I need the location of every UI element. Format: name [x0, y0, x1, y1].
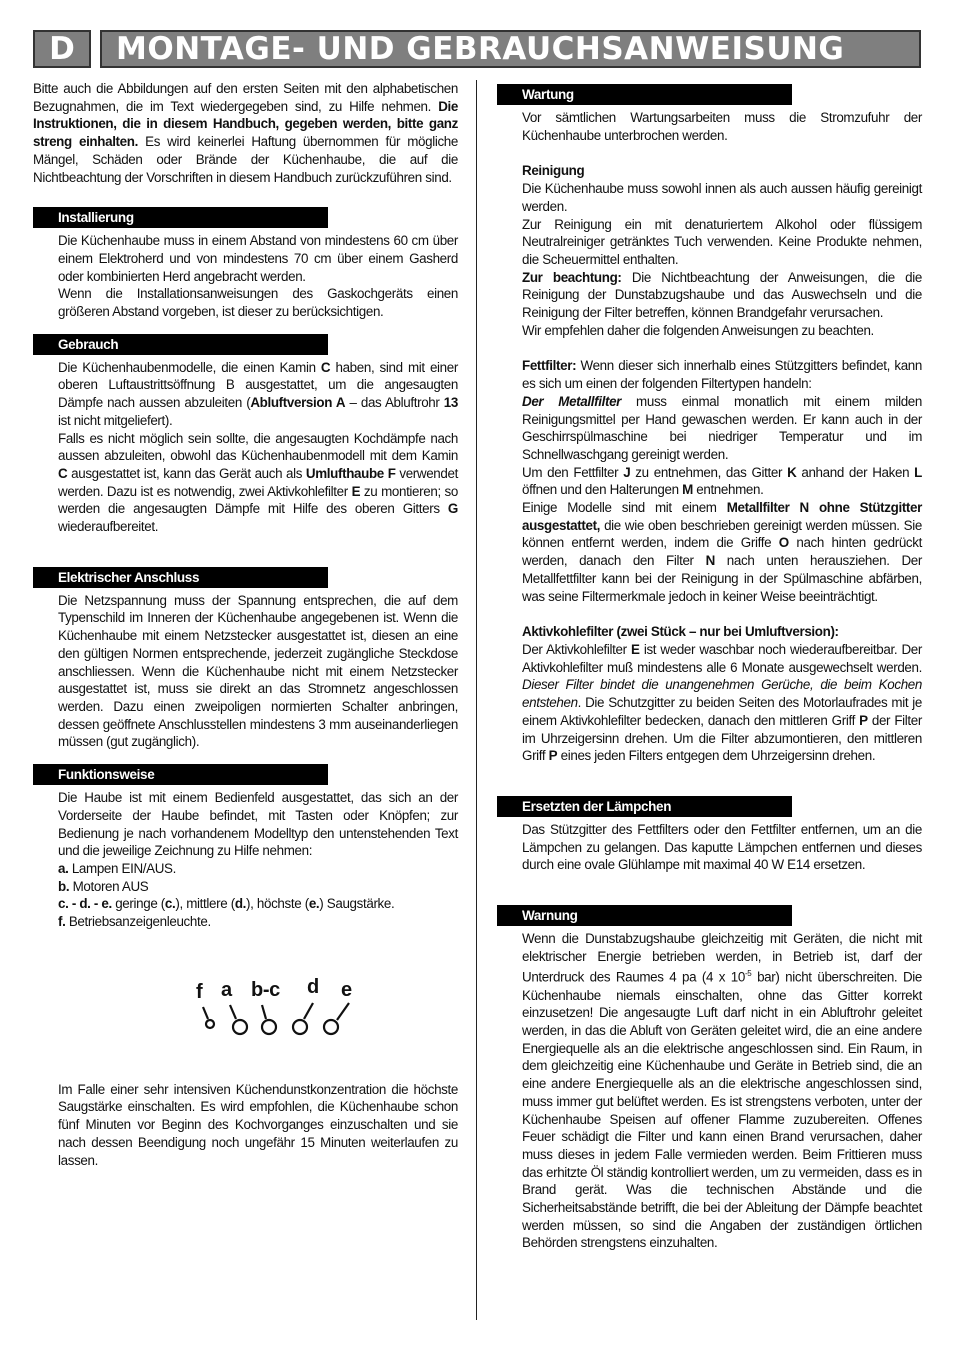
- warnung-p1: Wenn die Dunstabzugshaube gleichzeitig mit Geräten, die nicht mit elektrischer Energie betrieben werden, in Betrieb ist, darf der Unterdruck des Raumes 4 pa (4 x $10^{-5}$ bar) nicht überschreiten. Die Küchenhaube niemals einschalten, ohne das Gitter korrekt einzusetzen! Die angesaugte Luft darf nicht in ein Abluftrohr geleitet werden, in das die Abluft von Geräten geleitet wird, die an eine andere Energiequelle als an die elektrische angeschlossen sind. Ein Raum, in dem gleichzeitig eine Küchenhaube und Geräte in Betrieb sind, die an eine andere Energiequelle als an die elektrische angeschlossen sind, muss immer gut belüftet werden. Es ist strengstens verboten, unter der Küchenhaube Speisen auf offener Flamme zuzubereiten. Offenes Feuer schädigt die Filter und kann einen Brand verursachen, daher muss dieses in jedem Falle vermieden werden. Beim Frittieren muss das erhitzte Öl ständig kontrolliert werden, um zu vermeiden, dass es in Brand gerät. Was die technischen Abstände und die Sicherheitsabstände betrifft, die bei der Ableitung der Dämpfe beachtet werden müssen, so sind die Angaben der zuständigen örtlichen Behörden strengstens einzuhalten.: [522, 931, 923, 1251]
- section-warnung: Warnung: [497, 905, 792, 926]
- indicator-light-f-icon: [206, 1020, 214, 1028]
- reinigung-p3: Zur beachtung: Die Nichtbeachtung der Anweisungen, die die Reinigung der Dunstabzugshaube und das Auswechseln und die Reinigung der Filter betreffen, können Brandgefahr verursachen.: [522, 269, 922, 321]
- label-b-c: b-c: [251, 978, 280, 1001]
- language-code: D: [33, 30, 91, 68]
- funktion-item-b: b. Motoren AUS: [58, 878, 149, 894]
- reinigung-p4: Wir empfehlen daher die folgenden Anweisungen zu beachten.: [522, 322, 874, 338]
- label-f: f: [196, 980, 203, 1003]
- label-a: a: [221, 978, 232, 1001]
- button-e-icon: [324, 1020, 338, 1034]
- gebrauch-p1: Die Küchenhaubenmodelle, die einen Kamin C haben, sind mit einer oberen Luftaustrittsöffnung B ausgestattet, um die angesaugten Dämpfe nach aussen abzuleiten (Abluftversion A – das Abluftrohr 13 ist nicht mitgeliefert).: [58, 359, 458, 428]
- page-title: MONTAGE- UND GEBRAUCHSANWEISUNG: [100, 30, 921, 68]
- section-elektrischer-anschluss: Elektrischer Anschluss: [33, 567, 328, 588]
- control-panel-diagram: [58, 931, 458, 1081]
- intro-paragraph: Bitte auch die Abbildungen auf den ersten Seiten mit den alphabetischen Bezugnahmen, die im Text wiedergegeben sind, zu Hilfe nehmen. Die Instruktionen, die in diesem Handbuch, gegeben werden, bitte ganz streng einhalten. Es wird keinerlei Haftung übernommen für mögliche Mängel, Schäden oder Brände der Küchenhaube, die auf die Nichtbeachtung der Vorschriften in diesem Handbuch zurückzuführen sind.: [33, 81, 458, 185]
- pointer-d: [304, 1003, 313, 1019]
- pointer-a: [230, 1005, 236, 1019]
- section-installierung: Installierung: [33, 207, 328, 228]
- reinigung-p2: Zur Reinigung ein mit denaturiertem Alkohol oder flüssigem Neutralreiniger getränktes Tuch verwenden. Keine Produkte nehmen, die Scheuermittel enthalten.: [522, 216, 922, 267]
- section-wartung: Wartung: [497, 84, 792, 105]
- wartung-p1: Vor sämtlichen Wartungsarbeiten muss die Stromzufuhr der Küchenhaube unterbrochen werden.: [522, 110, 922, 143]
- column-divider: [476, 80, 477, 1320]
- button-a-icon: [233, 1020, 247, 1034]
- pointer-e: [337, 1003, 349, 1020]
- label-e: e: [341, 978, 352, 1001]
- button-b-c-icon: [262, 1020, 276, 1034]
- installierung-p1: Die Küchenhaube muss in einem Abstand von mindestens 60 cm über einem Elektroherd und von mindestens 70 cm über einem Gasherd oder kombinierten Herd angebracht werden.: [58, 233, 458, 284]
- left-column: [33, 80, 458, 1169]
- metallfilter-p2: Um den Fettfilter J zu entnehmen, das Gitter K anhand der Haken L öffnen und den Halterungen M entnehmen.: [522, 464, 922, 498]
- pointer-b-c: [262, 1005, 266, 1019]
- aktivkohlefilter-p1: Der Aktivkohlefilter E ist weder waschbar noch wiederaufbereitbar. Der Aktivkohlefilter muß mindestens alle 6 Monate ausgewechselt werden. Dieser Filter bindet die unangenehmen Gerüche, die beim Kochen entstehen. Die Schutzgitter zu beiden Seiten des Motorlaufrades mit je einem Aktivkohlefilter bedecken, danach den mittleren Griff P der Filter im Uhrzeigersinn drehen. Um die Filter abzumontieren, den mittleren Griff P eines jeden Filters entgegen dem Uhrzeigersinn drehen.: [522, 641, 922, 764]
- anschluss-p1: Die Netzspannung muss der Spannung entsprechen, die auf dem Typenschild im Inneren der Küchenhaube angegebenen ist. Wenn die Küchenhaube mit einem Netzstecker ausgestattet ist, diesen an eine den gültigen Normen entsprechende, jederzeit zugängliche Steckdose anschliessen. Wenn die Küchenhaube nicht mit einem Netzstecker ausgestattet ist, muss sie direkt an das Stromnetz angeschlossen werden. Dazu einen zweipoligen normierten Schalter anbringen, dessen geöffnete Anschlusstellen mindestens 3 mm auseinanderliegen müssen (gut zugänglich).: [58, 592, 458, 750]
- control-panel-svg: [196, 943, 366, 1043]
- fettfilter-p1: Fettfilter: Wenn dieser sich innerhalb eines Stützgitters befindet, kann es sich um einen der folgenden Filtertypen handeln:: [522, 358, 922, 392]
- funktion-p1: Die Haube ist mit einem Bedienfeld ausgestattet, das sich an der Vorderseite der Haube befindet, mit Tasten oder Knöpfen; zur Bedienung je nach vorhandenem Modelltyp den untenstehenden Text und die jeweilige Zeichnung zu Hilfe nehmen:: [58, 790, 458, 859]
- gebrauch-p2: Falls es nicht möglich sein sollte, die angesaugten Kochdämpfe nach aussen abzuleiten, obwohl das Küchenhaubenmodell mit dem Kamin C ausgestattet ist, kann das Gerät auch als Umlufthaube F verwendet werden. Dazu ist es notwendig, zwei Aktivkohlefilter E zu montieren; so werden die angesaugten Dämpfe mit Hilfe des oberen Gitters G wiederaufbereitet.: [58, 430, 459, 535]
- pointer-f: [203, 1007, 208, 1019]
- section-funktionsweise: Funktionsweise: [33, 764, 328, 785]
- label-d: d: [307, 975, 319, 998]
- funktion-p2: Im Falle einer sehr intensiven Küchendunstkonzentration die höchste Saugstärke einschalten. Es wird empfohlen, die Küchenhaube schon fünf Minuten vor Beginn des Kochvorganges einzuschalten und sie nach dessen Beendigung noch ungefähr 15 Minuten weiterlaufen zu lassen.: [58, 1081, 458, 1168]
- button-d-icon: [293, 1020, 307, 1034]
- right-column: [497, 80, 922, 1252]
- reinigung-title: Reinigung: [522, 163, 585, 179]
- funktion-item-cde: c. - d. - e. geringe (c.), mittlere (d.), höchste (e.) Saugstärke.: [58, 896, 395, 912]
- aktivkohlefilter-title: Aktivkohlefilter (zwei Stück – nur bei Umluftversion):: [522, 624, 839, 640]
- funktion-item-f: f. Betriebsanzeigenleuchte.: [58, 914, 211, 930]
- section-ersetzten-der-laempchen: Ersetzten der Lämpchen: [497, 796, 792, 817]
- funktion-item-a: a. Lampen EIN/AUS.: [58, 860, 176, 876]
- installierung-p2: Wenn die Installationsanweisungen des Gaskochgeräts einen größeren Abstand vorgeben, ist dieser zu berücksichtigen.: [58, 286, 458, 320]
- lampen-p1: Das Stützgitter des Fettfilters oder den Fettfilter entfernen, um an die Lämpchen zu gelangen. Das kaputte Lämpchen entfernen und dieses durch eine ovale Glühlampe mit maximal 40 W E14 ersetzen.: [522, 821, 922, 873]
- reinigung-p1: Die Küchenhaube muss sowohl innen als auch aussen häufig gereinigt werden.: [522, 181, 922, 214]
- section-gebrauch: Gebrauch: [33, 334, 328, 355]
- metallfilter-p3: Einige Modelle sind mit einem Metallfilter N ohne Stützgitter ausgestattet, die wie oben beschrieben gereinigt werden müssen. Sie können entfernt werden, indem die Griffe O nach hinten gedrückt werden, danach den Filter N nach unten herausziehen. Der Metallfettfilter kann bei der Reinigung in der Spülmaschine abfärben, was seine Filtermerkmale jedoch in keiner Weise beeinträchtigt.: [522, 500, 923, 604]
- metallfilter-p1: Der Metallfilter muss einmal monatlich mit einem milden Reinigungsmittel per Hand gewaschen werden. Er kann auch in der Geschirrspülmaschine bei niedriger Temperatur und im Schnellwaschgang gereinigt werden.: [522, 393, 922, 462]
